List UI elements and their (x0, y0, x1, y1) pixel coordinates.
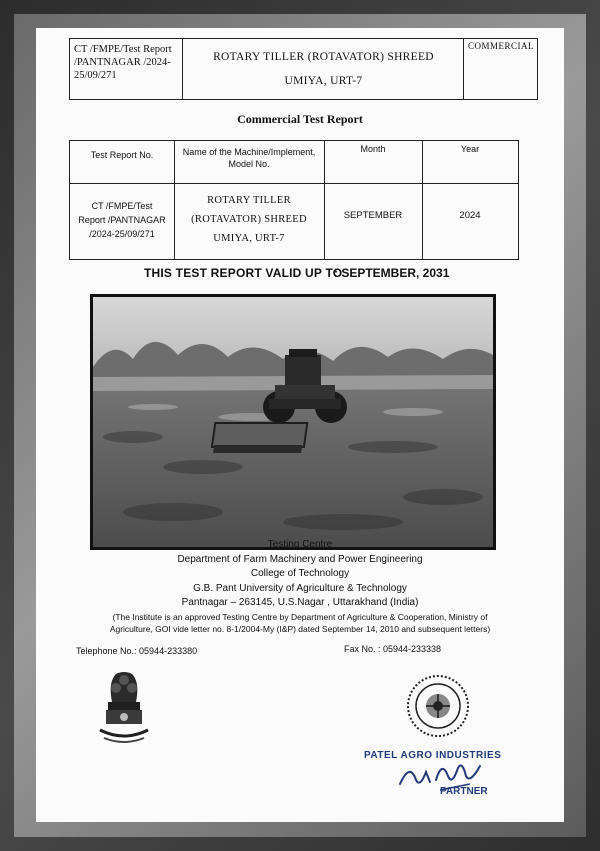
centre-line: Pantnagar – 263145, U.S.Nagar , Uttarakhand (India) (181, 597, 419, 608)
validity-date: : SEPTEMBER, 2031 (334, 266, 450, 280)
td-machine-line: UMIYA, URT-7 (213, 233, 285, 244)
centre-note-line: Agriculture, GOI vide letter no. 8-1/2004-My (I&P) dated September 14, 2010 and subsequent letters) (109, 623, 491, 634)
td-machine-line: (ROTAVATOR) SHREED (191, 214, 307, 225)
tractor-photo-image (93, 297, 493, 547)
table-divider (70, 183, 518, 184)
table-divider (422, 141, 423, 259)
th-month: Month (360, 144, 386, 154)
validity-label: THIS TEST REPORT VALID UP TO (144, 266, 343, 280)
td-report-no (70, 199, 174, 241)
td-report-no-line: CT /FMPE/Test (91, 201, 153, 211)
td-year: 2024 (459, 210, 481, 221)
header-block (69, 38, 538, 100)
fax-number: Fax No. : 05944-233338 (344, 644, 442, 654)
report-title: Commercial Test Report (237, 112, 363, 126)
company-stamp-name: PATEL AGRO INDUSTRIES (364, 750, 502, 761)
testing-centre-block (36, 538, 564, 635)
centre-line: College of Technology (250, 568, 350, 579)
th-machine (174, 146, 324, 170)
td-month: SEPTEMBER (343, 210, 403, 221)
th-report-no: Test Report No. (90, 150, 154, 160)
header-ref-line: /PANTNAGAR /2024- (74, 57, 171, 68)
header-title-line: UMIYA, URT-7 (284, 75, 363, 87)
th-machine-line: Model No. (228, 159, 270, 169)
table-divider (324, 141, 325, 259)
centre-line: G.B. Pant University of Agriculture & Technology (193, 582, 407, 594)
th-machine-line: Name of the Machine/Implement, (182, 147, 316, 157)
td-report-no-line: Report /PANTNAGAR (78, 215, 166, 225)
header-ref-line: CT /FMPE/Test Report (74, 44, 172, 55)
national-emblem-icon (94, 668, 154, 748)
header-machine-title (184, 39, 464, 99)
document-page (36, 28, 564, 822)
centre-note-line: (The Institute is an approved Testing Centre by Department of Agriculture & Cooperation, Ministry of (112, 611, 488, 622)
td-report-no-line: /2024-25/09/271 (89, 229, 155, 239)
th-year: Year (460, 144, 480, 154)
header-report-ref (70, 39, 183, 99)
header-ref-line: 25/09/271 (74, 70, 117, 81)
td-machine-line: ROTARY TILLER (207, 195, 291, 206)
stamp-role: PARTNER (440, 786, 488, 797)
centre-line: Department of Farm Machinery and Power Engineering (177, 553, 423, 565)
report-table (69, 140, 519, 260)
centre-line: Testing Centre (267, 539, 333, 550)
university-seal-icon (406, 674, 470, 738)
header-title-line: ROTARY TILLER (ROTAVATOR) SHREED (213, 51, 434, 63)
td-machine (174, 191, 324, 248)
telephone-number: Telephone No.: 05944-233380 (76, 646, 198, 656)
tractor-field-photo (90, 294, 496, 550)
header-commercial-tag: COMMERCIAL (467, 41, 534, 51)
